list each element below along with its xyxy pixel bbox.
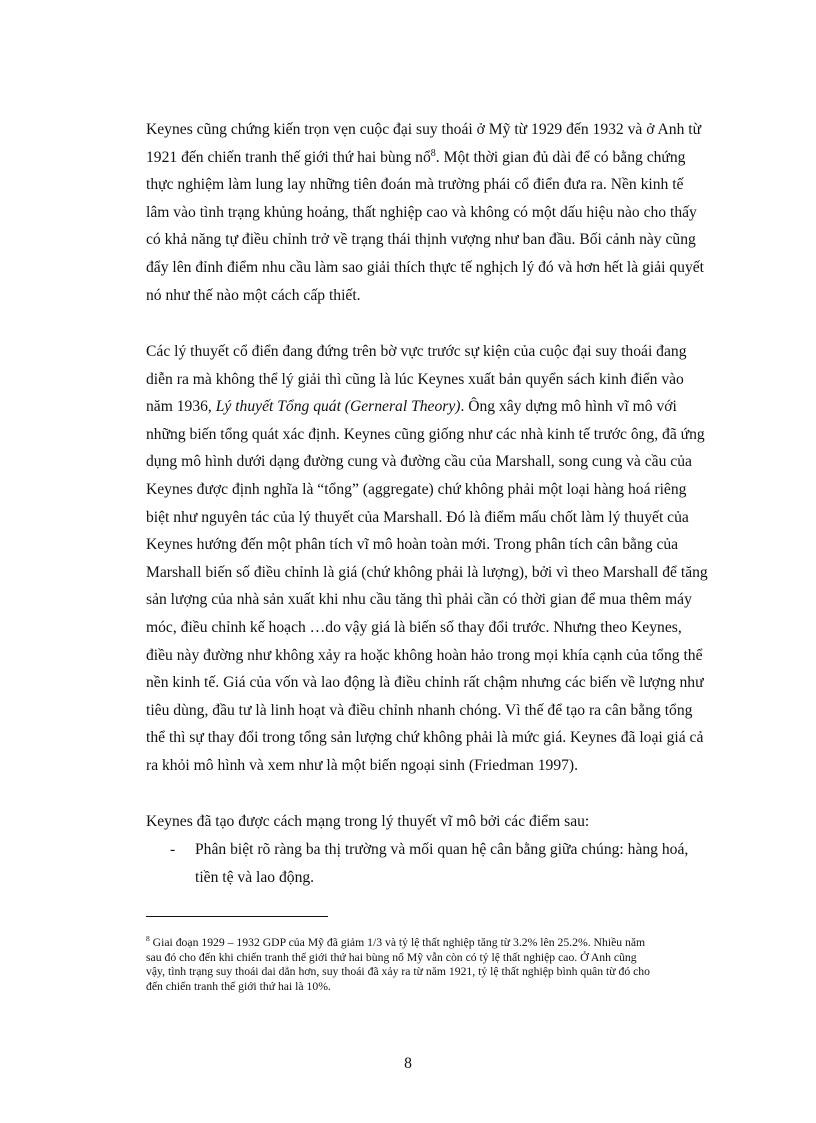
text-line: Marshall biến số điều chỉnh là giá (chứ không phải là lượng), bởi vì theo Marshall để tăng [146,563,708,581]
text-segment: . Ông xây dựng mô hình vĩ mô với [460,398,677,416]
paragraph-3 [146,808,686,836]
footnote-line: sau đó cho đến khi chiến tranh thế giới thứ hai bùng nổ Mỹ vẫn còn có tỷ lệ thất nghiệp cao. Ở Anh cũng [146,950,637,964]
text-line: điều này đường như không xảy ra hoặc không hoàn hảo trong mọi khía cạnh của tổng thể [146,646,703,664]
text-line: Keynes cũng chứng kiến trọn vẹn cuộc đại suy thoái ở Mỹ từ 1929 đến 1932 và ở Anh từ [146,121,702,138]
text-line: thực nghiệm làm lung lay những tiên đoán mà trường phái cổ điển đưa ra. Nền kinh tế [146,176,684,194]
text-line: đẩy lên đỉnh điểm nhu cầu làm sao giải thích thực tế nghịch lý đó và hơn hết là giải quyết [146,258,705,276]
text-line: những biến tổng quát xác định. Keynes cũng giống như các nhà kinh tế trước ông, đã ứng [146,425,705,443]
text-segment: 1921 đến chiến tranh thế giới thứ hai bùng nổ [146,148,431,166]
text-line: có khả năng tự điều chỉnh trở về trạng thái thịnh vượng như ban đầu. Bối cảnh này cũng [146,231,696,249]
bullet-text-line: tiền tệ và lao động. [195,868,315,886]
text-line [146,393,686,421]
text-line: Keynes được định nghĩa là “tổng” (aggregate) chứ không phải một loại hàng hoá riêng [146,480,687,498]
footnote-ref: 8 [430,147,436,159]
text-line: nó như thế nào một cách cấp thiết. [146,286,361,304]
footnote-marker: 8 [146,934,150,944]
text-segment: . Một thời gian đủ dài để có bằng chứng [435,148,686,166]
footnote-line [146,936,686,951]
text-line: tiêu dùng, đầu tư là linh hoạt và điều chỉnh nhanh chóng. Vì thế để tạo ra cân bằng tổng [146,701,693,719]
text-line: móc, điều chỉnh kế hoạch …do vậy giá là biến số thay đổi trước. Nhưng theo Keynes, [146,618,682,636]
text-segment: Giai đoạn 1929 – 1932 GDP của Mỹ đã giảm 1/3 và tỷ lệ thất nghiệp tăng từ 3.2% lên 25.2%. Nhiều năm [149,936,646,949]
paragraph-1 [146,116,705,309]
text-line: lâm vào tình trạng khủng hoảng, thất nghiệp cao và không có một dấu hiệu nào cho thấy [146,203,697,221]
paragraph-2 [146,338,708,780]
text-line: sản lượng của nhà sản xuất khi nhu cầu tăng thì phải cần có thời gian để mua thêm máy [146,591,692,609]
text-segment: năm 1936, [146,398,216,416]
bullet-item [146,836,689,891]
page-number: 8 [404,1055,412,1072]
footnote-line: vậy, tình trạng suy thoái dai dẳn hơn, suy thoái đã xảy ra từ năm 1921, tỷ lệ thất nghiệp bình quân từ đó cho [146,965,650,979]
footnote-separator [146,916,328,917]
footnote [146,936,686,994]
bullet-text-line: Phân biệt rõ ràng ba thị trường và mối quan hệ cân bằng giữa chúng: hàng hoá, [195,841,689,858]
text-line: biệt như nguyên tác của lý thuyết của Marshall. Đó là điểm mấu chốt làm lý thuyết của [146,508,689,526]
text-line: Keynes hướng đến một phân tích vĩ mô hoàn toàn mới. Trong phân tích cân bằng của [146,536,679,554]
text-line: nền kinh tế. Giá của vốn và lao động là điều chỉnh rất chậm nhưng các biến về lượng như [146,674,704,692]
footnote-line: đến chiến tranh thế giới thứ hai là 10%. [146,979,331,993]
text-line: dụng mô hình dưới dạng đường cung và đường cầu của Marshall, song cung và cầu của [146,453,692,471]
text-line: thể thì sự thay đổi trong tổng sản lượng chứ không phải là mức giá. Keynes đã loại giá cả [146,729,704,747]
bullet-dash: - [170,841,176,858]
book-title: Lý thuyết Tổng quát (Gerneral Theory) [215,398,461,416]
text-line: Keynes đã tạo được cách mạng trong lý thuyết vĩ mô bởi các điểm sau: [146,813,590,830]
text-line: Các lý thuyết cổ điển đang đứng trên bờ vực trước sự kiện của cuộc đại suy thoái đang [146,343,687,360]
text-line: diễn ra mà không thể lý giải thì cũng là lúc Keynes xuất bản quyển sách kinh điển vào [146,370,684,388]
text-line: ra khỏi mô hình và xem như là một biến ngoại sinh (Friedman 1997). [146,756,579,774]
text-line [146,144,686,172]
